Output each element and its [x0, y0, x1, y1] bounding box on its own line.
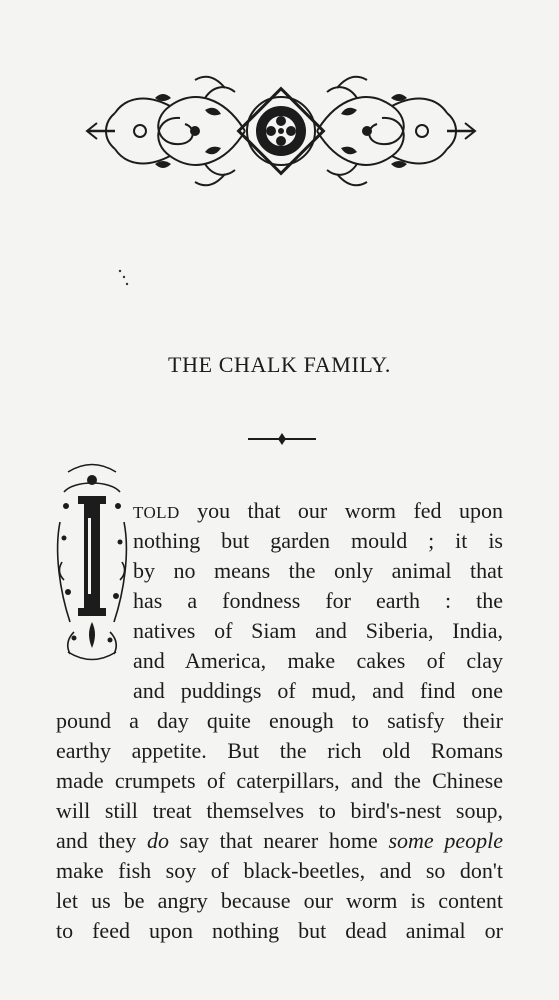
text-line-4: has a fondness for earth : the [133, 588, 503, 613]
text-line-2: nothing but garden mould ; it is [133, 528, 503, 553]
text-line-3: by no means the only animal that [133, 558, 503, 583]
text-line-1: TOLD you that our worm fed upon [133, 498, 503, 523]
chapter-title: THE CHALK FAMILY. [168, 352, 391, 377]
text-line-10: made crumpets of caterpillars, and the Chinese [56, 768, 503, 793]
text-line-5: natives of Siam and Siberia, India, [133, 618, 503, 643]
text-line-8: pound a day quite enough to satisfy their [56, 708, 503, 733]
text-line-15: to feed upon nothing but dead animal or [56, 918, 503, 943]
text-line-11: will still treat themselves to bird's-nest soup, [56, 798, 503, 823]
text-line-13: make fish soy of black-beetles, and so don't [56, 858, 503, 883]
text-line-6: and America, make cakes of clay [133, 648, 503, 673]
text-line-9: earthy appetite. But the rich old Romans [56, 738, 503, 763]
text-line-7: and puddings of mud, and find one [133, 678, 503, 703]
text-line-12: and they do say that nearer home some people [56, 828, 503, 853]
text-line-14: let us be angry because our worm is content [56, 888, 503, 913]
